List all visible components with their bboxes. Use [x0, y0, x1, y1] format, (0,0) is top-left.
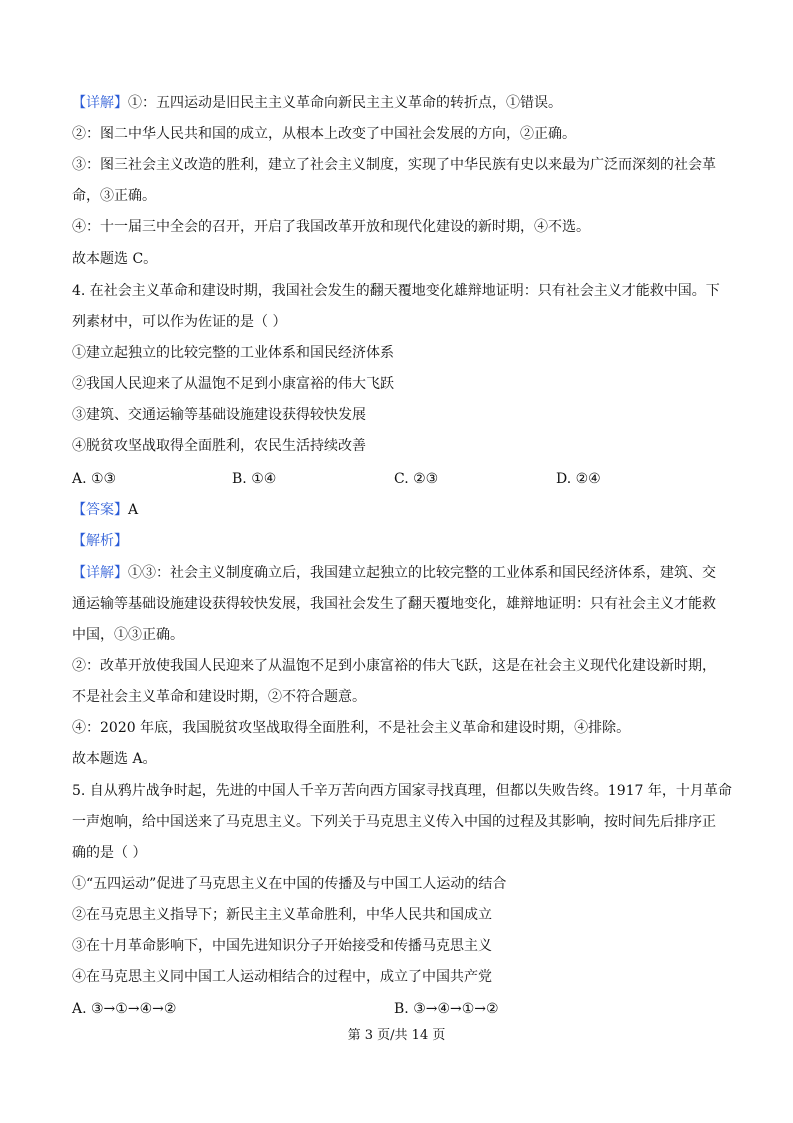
line-21: 故本题选 A。	[72, 751, 157, 767]
detail-line	[72, 564, 716, 582]
q4-item-4: ④脱贫攻坚战取得全面胜利，农民生活持续改善	[72, 438, 366, 454]
line-4: ④：十一届三中全会的召开，开启了我国改革开放和现代化建设的新时期，④不选。	[72, 219, 590, 235]
line-24: 确的是（ ）	[72, 845, 147, 861]
tag-answer: 【答案】	[72, 502, 128, 518]
line-2: ③：图三社会主义改造的胜利，建立了社会主义制度，实现了中华民族有史以来最为广泛而深刻的社会革	[72, 157, 716, 173]
q5-option-b: B. ③→④→①→②	[394, 1001, 499, 1017]
line-18: ②：改革开放使我国人民迎来了从温饱不足到小康富裕的伟大飞跃，这是在社会主义现代化建设新时期，	[72, 658, 716, 674]
q5-item-3: ③在十月革命影响下，中国先进知识分子开始接受和传播马克思主义	[72, 938, 492, 954]
page-footer: 第 3 页/共 14 页	[347, 1028, 446, 1043]
q5-item-1: ①“五四运动”促进了马克思主义在中国的传播及与中国工人运动的结合	[72, 876, 507, 892]
detail-text: ①③：社会主义制度确立后，我国建立起独立的比较完整的工业体系和国民经济体系，建筑、交	[128, 565, 716, 581]
line-20: ④：2020 年底，我国脱贫攻坚战取得全面胜利，不是社会主义革命和建设时期，④排除。	[72, 720, 631, 736]
q4-item-2: ②我国人民迎来了从温饱不足到小康富裕的伟大飞跃	[72, 376, 394, 392]
tag-analysis: 【解析】	[72, 533, 128, 549]
line-text: ①：五四运动是旧民主主义革命向新民主主义革命的转折点，①错误。	[128, 95, 562, 111]
q5-option-a: A. ③→①→④→②	[72, 1001, 177, 1017]
line-1: ②：图二中华人民共和国的成立，从根本上改变了中国社会发展的方向，②正确。	[72, 126, 576, 142]
line-16: 通运输等基础设施建设获得较快发展，我国社会发生了翻天覆地变化，雄辩地证明：只有社会主义才能救	[72, 596, 716, 612]
line-19: 不是社会主义革命和建设时期，②不符合题意。	[72, 689, 366, 705]
line-17: 中国，①③正确。	[72, 627, 184, 643]
tag-detail: 【详解】	[72, 95, 128, 111]
answer-line	[72, 501, 138, 519]
question-4-stem: 4. 在社会主义革命和建设时期，我国社会发生的翻天覆地变化雄辩地证明：只有社会主义才能救中国。下	[72, 283, 720, 299]
line-7: 列素材中，可以作为佐证的是（ ）	[72, 314, 287, 330]
analysis-line	[72, 532, 128, 550]
line-0	[72, 94, 562, 112]
line-3: 命，③正确。	[72, 188, 156, 204]
line-5: 故本题选 C。	[72, 251, 158, 267]
line-23: 一声炮响，给中国送来了马克思主义。下列关于马克思主义传入中国的过程及其影响，按时间先后排序正	[72, 814, 716, 830]
q4-option-d: D. ②④	[556, 471, 601, 487]
q5-item-4: ④在马克思主义同中国工人运动相结合的过程中，成立了中国共产党	[72, 969, 492, 985]
q4-option-b: B. ①④	[232, 471, 277, 487]
q4-item-3: ③建筑、交通运输等基础设施建设获得较快发展	[72, 407, 366, 423]
q4-option-c: C. ②③	[394, 471, 439, 487]
tag-detail: 【详解】	[72, 565, 128, 581]
q4-item-1: ①建立起独立的比较完整的工业体系和国民经济体系	[72, 345, 394, 361]
question-5-stem: 5. 自从鸦片战争时起，先进的中国人千辛万苦向西方国家寻找真理，但都以失败告终。1917 年，十月革命	[72, 783, 732, 799]
answer-value: A	[128, 502, 139, 518]
q4-option-a: A. ①③	[72, 471, 117, 487]
q5-item-2: ②在马克思主义指导下；新民主主义革命胜利，中华人民共和国成立	[72, 907, 492, 923]
